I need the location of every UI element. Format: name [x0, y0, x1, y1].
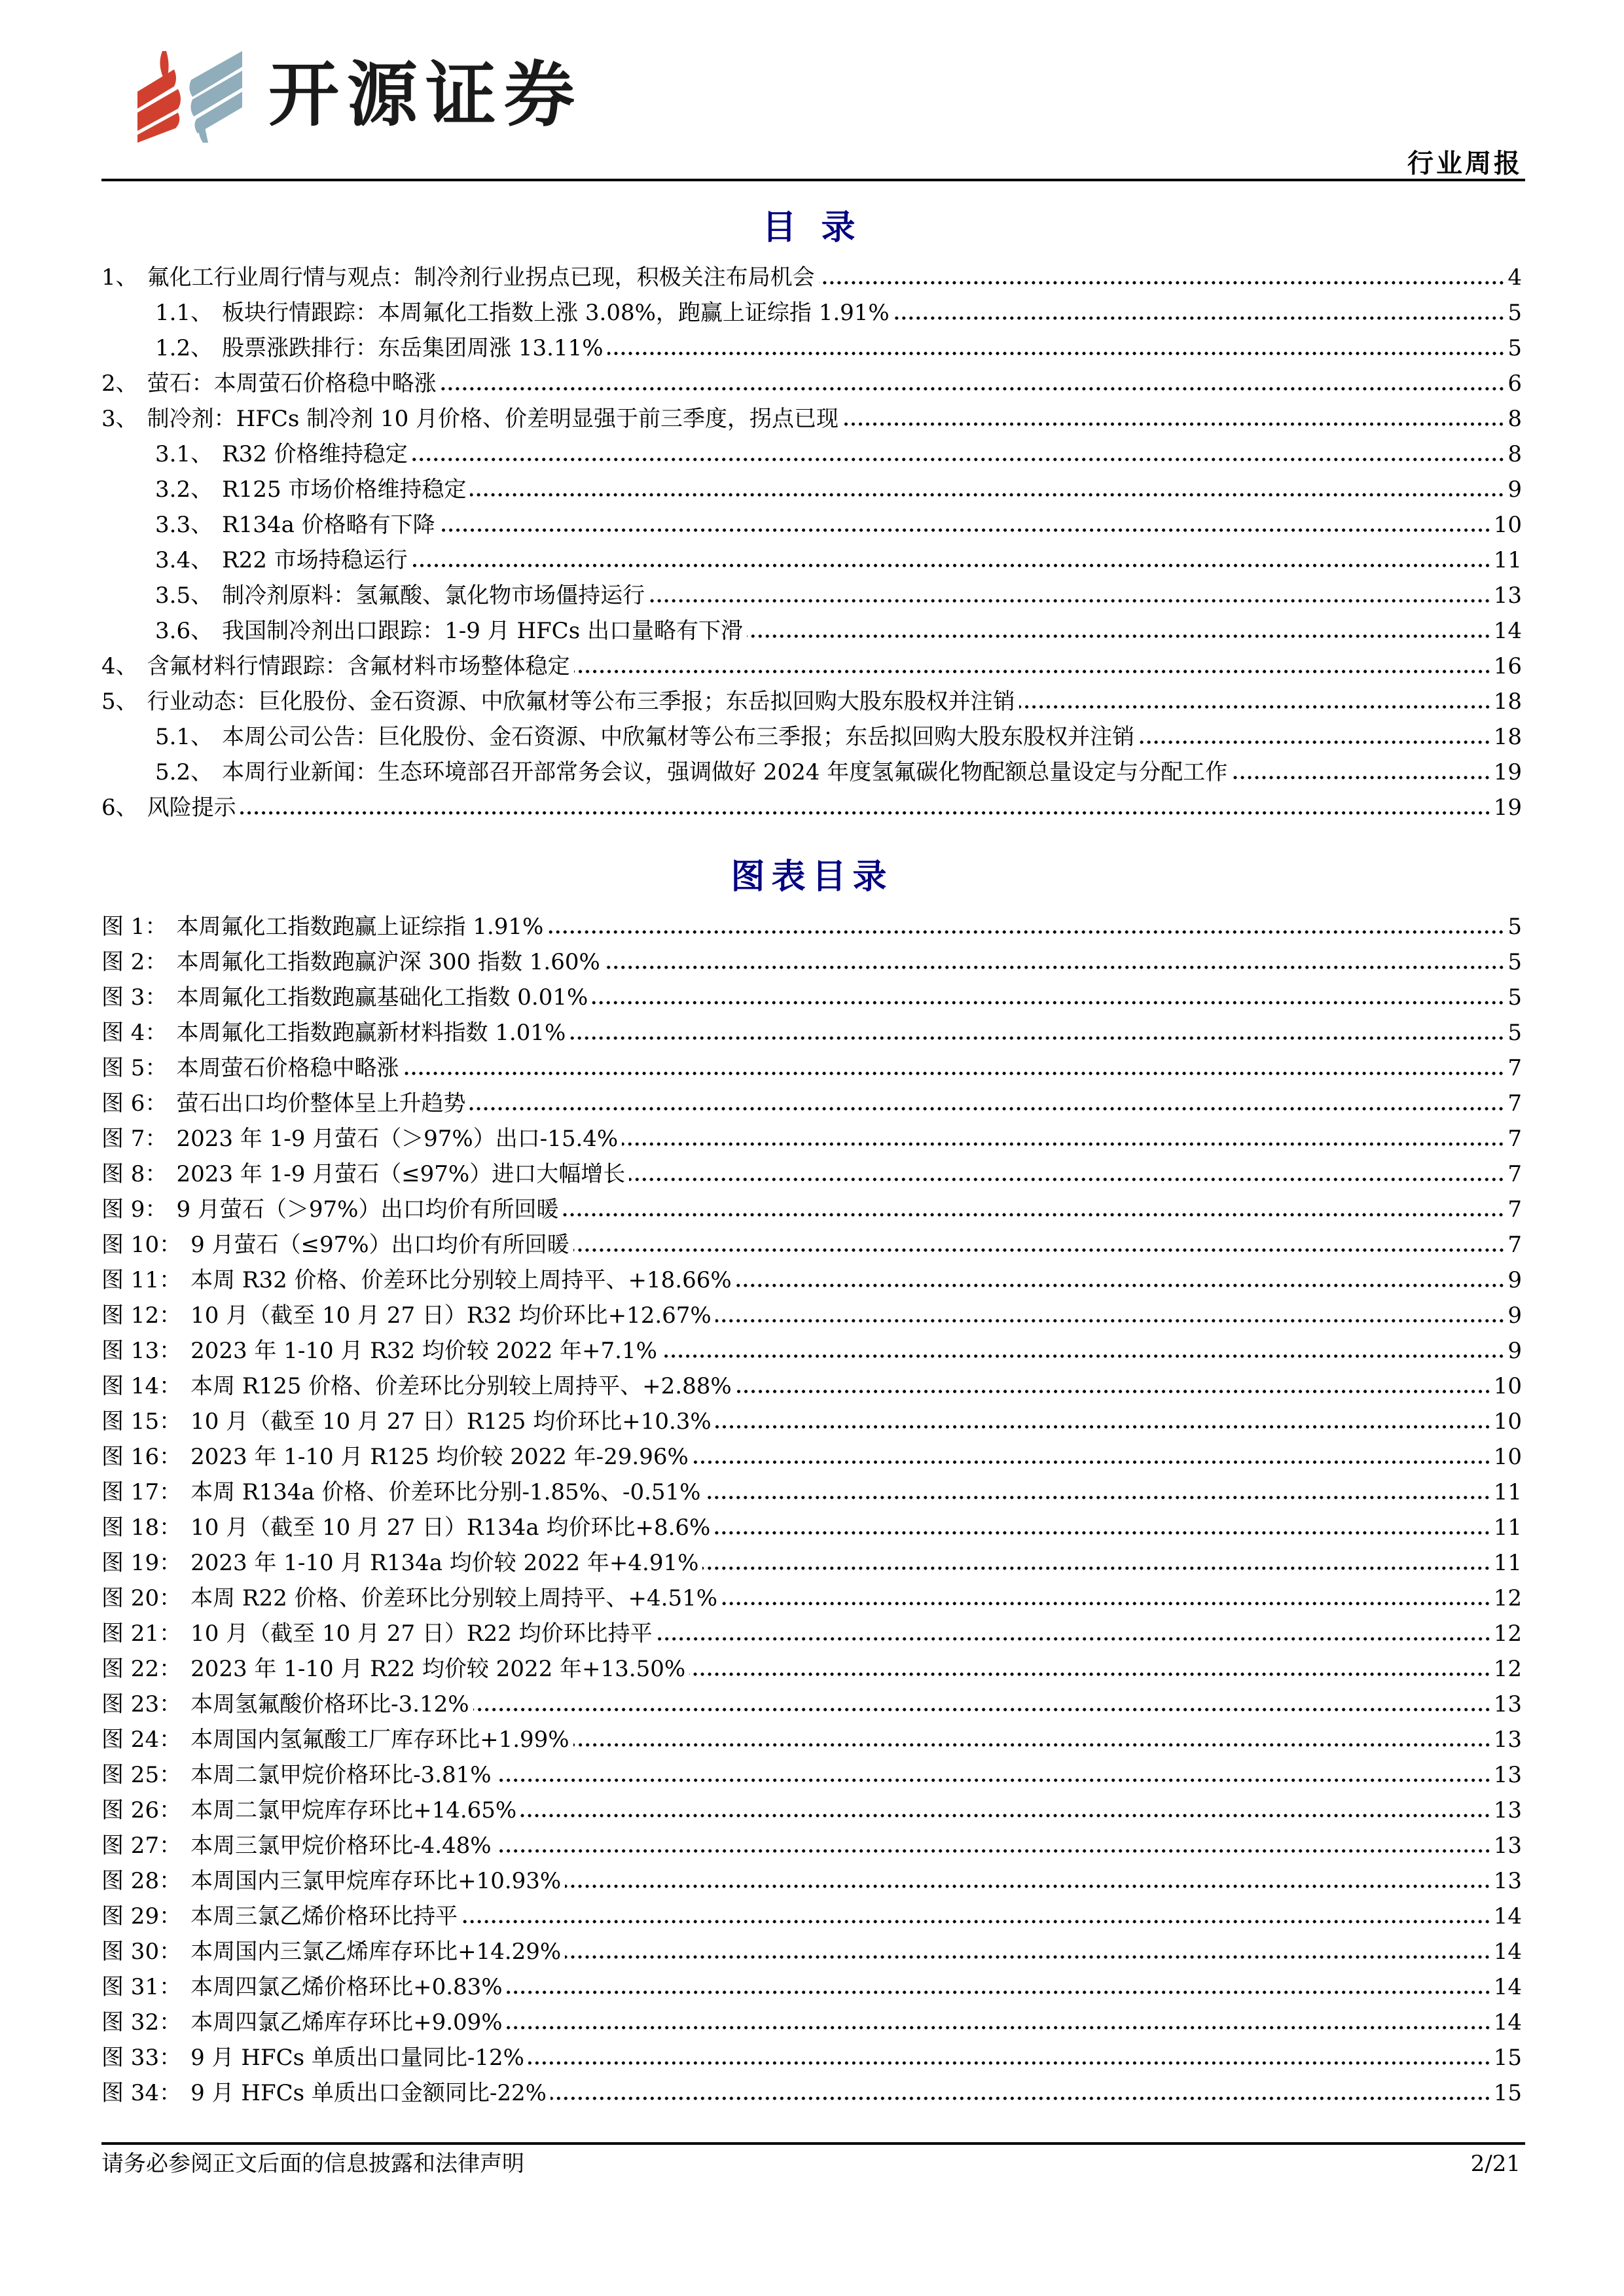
figure-entry[interactable]: [101, 1825, 1522, 1860]
figure-entry-page[interactable]: 13: [1493, 1797, 1522, 1823]
toc-entry[interactable]: [101, 751, 1522, 787]
figure-entry-title[interactable]: 本周萤石价格稳中略涨: [176, 1055, 399, 1081]
figure-entry[interactable]: [101, 1295, 1522, 1330]
dot-leader: [1019, 704, 1491, 710]
figure-entry-title[interactable]: 本周四氯乙烯库存环比+9.09%: [190, 2009, 503, 2036]
figure-entry-title[interactable]: 本周三氯乙烯价格环比持平: [190, 1903, 458, 1929]
toc-entry-title[interactable]: 我国制冷剂出口跟踪：1-9 月 HFCs 出口量略有下滑: [222, 618, 743, 644]
dot-leader: [721, 1600, 1491, 1607]
toc-entry-title[interactable]: 制冷剂原料：氢氟酸、氯化物市场僵持运行: [222, 583, 645, 609]
figure-entry-number: 图 32：: [101, 2009, 182, 2036]
figure-entry[interactable]: [101, 1259, 1522, 1295]
dot-leader: [573, 1247, 1505, 1253]
figure-entry-title[interactable]: 本周氟化工指数跑赢上证综指 1.91%: [176, 914, 544, 940]
figure-entry-number: 图 2：: [101, 949, 168, 975]
figure-entry-title[interactable]: 本周氟化工指数跑赢新材料指数 1.01%: [176, 1020, 566, 1046]
logo-blue-stripes: [189, 51, 242, 143]
toc-entry-page[interactable]: 5: [1507, 335, 1522, 361]
dot-leader: [604, 964, 1505, 971]
figure-entry-page[interactable]: 11: [1493, 1515, 1522, 1541]
figure-entry-title[interactable]: 萤石出口均价整体呈上升趋势: [176, 1090, 466, 1117]
figure-entry-title[interactable]: 本周 R22 价格、价差环比分别较上周持平、+4.51%: [190, 1585, 718, 1611]
dot-leader: [461, 1918, 1491, 1925]
figure-entry[interactable]: [101, 1436, 1522, 1471]
dot-leader: [403, 1070, 1505, 1077]
figure-entry-number: 图 10：: [101, 1232, 182, 1258]
figure-entry-page[interactable]: 7: [1507, 1055, 1522, 1081]
toc-entry-number: 5、: [101, 689, 138, 715]
toc-entry-title[interactable]: 股票涨跌排行：东岳集团周涨 13.11%: [222, 335, 604, 361]
figure-entry[interactable]: [101, 1507, 1522, 1542]
figure-entry-number: 图 7：: [101, 1126, 168, 1152]
dot-leader: [657, 1636, 1491, 1642]
dot-leader: [607, 350, 1505, 357]
toc-entry-page[interactable]: 9: [1507, 476, 1522, 503]
figure-entry-title[interactable]: 9 月萤石（≤97%）出口均价有所回暖: [190, 1232, 569, 1258]
figure-entry[interactable]: [101, 1047, 1522, 1083]
figure-entry-number: 图 9：: [101, 1196, 168, 1223]
figure-entry-page[interactable]: 5: [1507, 914, 1522, 940]
figure-entry-page[interactable]: 7: [1507, 1232, 1522, 1258]
figure-entry[interactable]: [101, 1860, 1522, 1895]
figure-entry-page[interactable]: 12: [1493, 1585, 1522, 1611]
figure-entry[interactable]: [101, 1648, 1522, 1683]
toc-entry-title[interactable]: 风险提示: [147, 795, 236, 821]
dot-leader: [819, 279, 1505, 286]
toc-entry-title[interactable]: 本周公司公告：巨化股份、金石资源、中欣氟材等公布三季报；东岳拟回购大股东股权并注销: [222, 724, 1135, 750]
figure-entry-title[interactable]: 10 月（截至 10 月 27 日）R32 均价环比+12.67%: [190, 1302, 712, 1329]
figure-entry-number: 图 16：: [101, 1444, 182, 1470]
dot-leader: [714, 1530, 1490, 1536]
figure-entry-number: 图 31：: [101, 1974, 182, 2000]
toc-entry[interactable]: [101, 610, 1522, 645]
figure-entry-page[interactable]: 14: [1493, 1939, 1522, 1965]
figure-entry-title[interactable]: 2023 年 1-10 月 R125 均价较 2022 年-29.96%: [190, 1444, 689, 1470]
figure-entry-number: 图 17：: [101, 1479, 182, 1505]
dot-leader: [565, 1883, 1491, 1890]
figure-entry[interactable]: [101, 1719, 1522, 1754]
figure-entry[interactable]: [101, 1083, 1522, 1118]
toc-entry[interactable]: [101, 575, 1522, 610]
dot-leader: [412, 456, 1505, 463]
figure-entry[interactable]: [101, 1966, 1522, 2001]
dot-leader: [736, 1388, 1491, 1395]
company-logo: [137, 51, 609, 143]
dot-leader: [412, 562, 1491, 569]
toc-entry-title[interactable]: 氟化工行业周行情与观点：制冷剂行业拐点已现，积极关注布局机会: [147, 264, 815, 291]
figure-entry-page[interactable]: 12: [1493, 1656, 1522, 1682]
toc-entry-number: 3、: [101, 406, 138, 432]
dot-leader: [550, 2095, 1491, 2102]
toc-entry[interactable]: [101, 716, 1522, 751]
figure-entry-title[interactable]: 本周氟化工指数跑赢沪深 300 指数 1.60%: [176, 949, 600, 975]
figure-entry[interactable]: [101, 1577, 1522, 1613]
dot-leader: [649, 598, 1491, 604]
figure-entry[interactable]: [101, 2072, 1522, 2108]
figure-entry-page[interactable]: 7: [1507, 1126, 1522, 1152]
toc-entry-number: 3.3、: [155, 512, 213, 538]
figure-entry-page[interactable]: 13: [1493, 1833, 1522, 1859]
figure-entry-page[interactable]: 7: [1507, 1196, 1522, 1223]
figure-entry-number: 图 23：: [101, 1691, 182, 1717]
dot-leader: [702, 1565, 1490, 1571]
toc-entry-title[interactable]: 行业动态：巨化股份、金石资源、中欣氟材等公布三季报；东岳拟回购大股东股权并注销: [147, 689, 1015, 715]
toc-entry[interactable]: [101, 433, 1522, 469]
figure-entry-number: 图 21：: [101, 1621, 182, 1647]
figure-entry-number: 图 14：: [101, 1373, 182, 1399]
figure-entry[interactable]: [101, 1542, 1522, 1577]
toc-entry-number: 3.2、: [155, 476, 213, 503]
figure-entry-page[interactable]: 14: [1493, 2009, 1522, 2036]
figure-entry[interactable]: [101, 1613, 1522, 1648]
brand-name: 开源证券: [268, 54, 583, 136]
figure-entry-number: 图 6：: [101, 1090, 168, 1117]
toc-entry-number: 5.2、: [155, 759, 213, 785]
figure-entry-title[interactable]: 本周二氯甲烷库存环比+14.65%: [190, 1797, 517, 1823]
toc-entry-number: 3.4、: [155, 547, 213, 573]
dot-leader: [439, 527, 1491, 533]
toc-entry-number: 3.5、: [155, 583, 213, 609]
dot-leader: [574, 668, 1491, 675]
toc-entry-title[interactable]: R134a 价格略有下降: [222, 512, 435, 538]
figure-entry-title[interactable]: 2023 年 1-10 月 R134a 均价较 2022 年+4.91%: [190, 1550, 699, 1576]
toc-entry-page[interactable]: 16: [1493, 653, 1522, 679]
figure-entry-page[interactable]: 9: [1507, 1267, 1522, 1293]
figure-list: [101, 906, 1522, 2110]
dot-leader: [496, 1777, 1491, 1784]
dot-leader: [715, 1424, 1491, 1430]
toc-entry[interactable]: [101, 257, 1522, 292]
figure-entry-number: 图 3：: [101, 984, 168, 1011]
toc-entry[interactable]: [101, 787, 1522, 822]
figure-entry-title[interactable]: 9 月萤石（＞97%）出口均价有所回暖: [176, 1196, 559, 1223]
toc-entry-number: 3.1、: [155, 441, 213, 467]
figure-entry[interactable]: [101, 1153, 1522, 1189]
toc-entry[interactable]: [101, 539, 1522, 575]
figure-entry-page[interactable]: 15: [1493, 2080, 1522, 2106]
figure-entry-page[interactable]: 10: [1493, 1444, 1522, 1470]
logo-mark-icon: [137, 51, 242, 143]
dot-leader: [693, 1459, 1491, 1465]
figure-entry-title[interactable]: 本周国内氢氟酸工厂库存环比+1.99%: [190, 1727, 569, 1753]
figure-entry-number: 图 26：: [101, 1797, 182, 1823]
figure-entry[interactable]: [101, 906, 1522, 941]
header-divider: [101, 179, 1525, 181]
dot-leader: [661, 1353, 1505, 1359]
figure-entry-number: 图 18：: [101, 1515, 182, 1541]
toc-entry-title[interactable]: R22 市场持稳运行: [222, 547, 408, 573]
toc-entry-number: 2、: [101, 370, 138, 397]
figure-entry-page[interactable]: 10: [1493, 1373, 1522, 1399]
toc-entry-number: 3.6、: [155, 618, 213, 644]
figure-entry[interactable]: [101, 2001, 1522, 2037]
figure-entry-page[interactable]: 10: [1493, 1408, 1522, 1435]
dot-leader: [569, 1035, 1505, 1041]
figure-entry-number: 图 4：: [101, 1020, 168, 1046]
dot-leader: [689, 1671, 1491, 1677]
dot-leader: [470, 492, 1505, 498]
figure-entry[interactable]: [101, 1401, 1522, 1436]
figure-entry[interactable]: [101, 1330, 1522, 1365]
figure-entry-page[interactable]: 7: [1507, 1090, 1522, 1117]
toc-entry-page[interactable]: 4: [1507, 264, 1522, 291]
toc-entry-number: 5.1、: [155, 724, 213, 750]
toc-entry-page[interactable]: 6: [1507, 370, 1522, 397]
figure-entry-page[interactable]: 14: [1493, 1974, 1522, 2000]
figure-entry[interactable]: [101, 1365, 1522, 1401]
figure-entry-page[interactable]: 13: [1493, 1762, 1522, 1788]
figure-entry-page[interactable]: 13: [1493, 1691, 1522, 1717]
toc-entry[interactable]: [101, 504, 1522, 539]
figure-entry-title[interactable]: 本周 R32 价格、价差环比分别较上周持平、+18.66%: [190, 1267, 732, 1293]
dot-leader: [528, 2060, 1491, 2066]
dot-leader: [736, 1282, 1505, 1289]
toc-entry[interactable]: [101, 292, 1522, 327]
figure-entry-page[interactable]: 13: [1493, 1727, 1522, 1753]
toc-entry-page[interactable]: 5: [1507, 300, 1522, 326]
figure-entry-page[interactable]: 9: [1507, 1302, 1522, 1329]
figure-entry-number: 图 5：: [101, 1055, 168, 1081]
figure-entry-number: 图 12：: [101, 1302, 182, 1329]
toc-entry[interactable]: [101, 363, 1522, 398]
toc-heading: 目 录: [762, 207, 862, 247]
toc-entry-number: 1、: [101, 264, 138, 291]
figure-entry-number: 图 8：: [101, 1161, 168, 1187]
figure-entry-number: 图 24：: [101, 1727, 182, 1753]
figure-entry-title[interactable]: 10 月（截至 10 月 27 日）R134a 均价环比+8.6%: [190, 1515, 711, 1541]
figure-entry-title[interactable]: 2023 年 1-10 月 R32 均价较 2022 年+7.1%: [190, 1338, 657, 1364]
figure-entry-number: 图 27：: [101, 1833, 182, 1859]
toc-list: [101, 257, 1522, 826]
figure-entry-page[interactable]: 14: [1493, 1903, 1522, 1929]
figure-entry-title[interactable]: 本周二氯甲烷价格环比-3.81%: [190, 1762, 492, 1788]
disclaimer-note: 请务必参阅正文后面的信息披露和法律声明: [101, 2151, 524, 2177]
figure-entry-title[interactable]: 10 月（截至 10 月 27 日）R125 均价环比+10.3%: [190, 1408, 712, 1435]
toc-entry-page[interactable]: 8: [1507, 406, 1522, 432]
figure-entry-number: 图 15：: [101, 1408, 182, 1435]
toc-entry-title[interactable]: 本周行业新闻：生态环境部召开部常务会议，强调做好 2024 年度氢氟碳化物配额总量设定与分配工作: [222, 759, 1228, 785]
figure-entry[interactable]: [101, 1754, 1522, 1789]
figure-entry-title[interactable]: 2023 年 1-9 月萤石（≤97%）进口大幅增长: [176, 1161, 626, 1187]
dot-leader: [629, 1176, 1505, 1183]
dot-leader: [747, 633, 1491, 639]
figure-entry-title[interactable]: 本周三氯甲烷价格环比-4.48%: [190, 1833, 492, 1859]
figure-entry-title[interactable]: 本周氟化工指数跑赢基础化工指数 0.01%: [176, 984, 588, 1011]
figure-entry-number: 图 13：: [101, 1338, 182, 1364]
figure-entry-number: 图 19：: [101, 1550, 182, 1576]
dot-leader: [507, 1989, 1491, 1996]
dot-leader: [562, 1211, 1505, 1218]
figure-entry-number: 图 11：: [101, 1267, 182, 1293]
dot-leader: [240, 810, 1491, 816]
figure-entry-number: 图 20：: [101, 1585, 182, 1611]
figure-list-heading: 图表目录: [731, 857, 893, 897]
figure-entry-number: 图 34：: [101, 2080, 182, 2106]
toc-entry[interactable]: [101, 327, 1522, 363]
figure-entry-title[interactable]: 本周国内三氯乙烯库存环比+14.29%: [190, 1939, 562, 1965]
figure-entry[interactable]: [101, 1683, 1522, 1719]
dot-leader: [547, 929, 1505, 935]
figure-entry[interactable]: [101, 1931, 1522, 1966]
dot-leader: [573, 1742, 1491, 1748]
figure-entry-number: 图 28：: [101, 1868, 182, 1894]
figure-entry[interactable]: [101, 941, 1522, 977]
toc-entry-page[interactable]: 19: [1493, 759, 1522, 785]
figure-entry-title[interactable]: 本周 R134a 价格、价差环比分别-1.85%、-0.51%: [190, 1479, 701, 1505]
figure-entry-page[interactable]: 5: [1507, 949, 1522, 975]
toc-entry[interactable]: [101, 681, 1522, 716]
toc-entry-page[interactable]: 18: [1493, 689, 1522, 715]
dot-leader: [592, 999, 1505, 1006]
figure-entry[interactable]: [101, 1189, 1522, 1224]
figure-entry-title[interactable]: 2023 年 1-9 月萤石（＞97%）出口-15.4%: [176, 1126, 619, 1152]
toc-entry-title[interactable]: 含氟材料行情跟踪：含氟材料市场整体稳定: [147, 653, 570, 679]
document-type-label: 行业周报: [1407, 148, 1523, 179]
toc-entry[interactable]: [101, 469, 1522, 504]
figure-entry-title[interactable]: 2023 年 1-10 月 R22 均价较 2022 年+13.50%: [190, 1656, 686, 1682]
figure-entry-number: 图 33：: [101, 2045, 182, 2071]
toc-entry-page[interactable]: 10: [1493, 512, 1522, 538]
figure-entry-number: 图 1：: [101, 914, 168, 940]
figure-entry-number: 图 29：: [101, 1903, 182, 1929]
toc-entry-title[interactable]: 制冷剂：HFCs 制冷剂 10 月价格、价差明显强于前三季度，拐点已现: [147, 406, 839, 432]
dot-leader: [893, 315, 1505, 321]
toc-entry-title[interactable]: R32 价格维持稳定: [222, 441, 408, 467]
dot-leader: [520, 1812, 1491, 1819]
toc-entry-number: 1.1、: [155, 300, 213, 326]
figure-entry-number: 图 25：: [101, 1762, 182, 1788]
toc-entry[interactable]: [101, 398, 1522, 433]
figure-entry-page[interactable]: 11: [1493, 1479, 1522, 1505]
toc-entry[interactable]: [101, 645, 1522, 681]
toc-entry-page[interactable]: 19: [1493, 795, 1522, 821]
dot-leader: [473, 1706, 1491, 1713]
dot-leader: [496, 1848, 1491, 1854]
figure-entry[interactable]: [101, 1895, 1522, 1931]
toc-entry-page[interactable]: 18: [1493, 724, 1522, 750]
logo-red-stripes: [137, 51, 181, 143]
figure-entry[interactable]: [101, 2037, 1522, 2072]
toc-entry-number: 4、: [101, 653, 138, 679]
figure-entry-title[interactable]: 本周 R125 价格、价差环比分别较上周持平、+2.88%: [190, 1373, 732, 1399]
page-indicator: 2/21: [1470, 2151, 1521, 2177]
toc-entry-page[interactable]: 8: [1507, 441, 1522, 467]
toc-entry-page[interactable]: 11: [1493, 547, 1522, 573]
toc-entry-number: 1.2、: [155, 335, 213, 361]
dot-leader: [507, 2024, 1491, 2031]
dot-leader: [1138, 739, 1491, 745]
toc-entry-title[interactable]: 萤石：本周萤石价格稳中略涨: [147, 370, 437, 397]
figure-entry-title[interactable]: 10 月（截至 10 月 27 日）R22 均价环比持平: [190, 1621, 653, 1647]
figure-entry-title[interactable]: 本周四氯乙烯价格环比+0.83%: [190, 1974, 503, 2000]
figure-entry-page[interactable]: 12: [1493, 1621, 1522, 1647]
figure-entry[interactable]: [101, 1012, 1522, 1047]
dot-leader: [469, 1105, 1505, 1112]
dot-leader: [1231, 774, 1491, 781]
figure-entry[interactable]: [101, 1471, 1522, 1507]
footer-divider: [101, 2142, 1525, 2145]
dot-leader: [715, 1318, 1505, 1324]
figure-entry[interactable]: [101, 1789, 1522, 1825]
dot-leader: [622, 1141, 1505, 1147]
figure-entry[interactable]: [101, 1118, 1522, 1153]
dot-leader: [441, 386, 1505, 392]
figure-entry-page[interactable]: 11: [1493, 1550, 1522, 1576]
figure-entry-number: 图 22：: [101, 1656, 182, 1682]
figure-entry-page[interactable]: 5: [1507, 984, 1522, 1011]
figure-entry-title[interactable]: 本周国内三氯甲烷库存环比+10.93%: [190, 1868, 562, 1894]
figure-entry-title[interactable]: 9 月 HFCs 单质出口量同比-12%: [190, 2045, 524, 2071]
toc-entry-title[interactable]: 板块行情跟踪：本周氟化工指数上涨 3.08%，跑赢上证综指 1.91%: [222, 300, 890, 326]
figure-entry[interactable]: [101, 977, 1522, 1012]
figure-entry-page[interactable]: 9: [1507, 1338, 1522, 1364]
dot-leader: [704, 1494, 1490, 1501]
figure-entry-page[interactable]: 7: [1507, 1161, 1522, 1187]
figure-entry-number: 图 30：: [101, 1939, 182, 1965]
toc-entry-page[interactable]: 13: [1493, 583, 1522, 609]
dot-leader: [842, 421, 1505, 427]
figure-entry-page[interactable]: 5: [1507, 1020, 1522, 1046]
figure-entry-page[interactable]: 15: [1493, 2045, 1522, 2071]
toc-entry-title[interactable]: R125 市场价格维持稳定: [222, 476, 467, 503]
figure-entry-title[interactable]: 本周氢氟酸价格环比-3.12%: [190, 1691, 469, 1717]
toc-entry-number: 6、: [101, 795, 138, 821]
figure-entry[interactable]: [101, 1224, 1522, 1259]
figure-entry-title[interactable]: 9 月 HFCs 单质出口金额同比-22%: [190, 2080, 547, 2106]
dot-leader: [565, 1954, 1491, 1960]
toc-entry-page[interactable]: 14: [1493, 618, 1522, 644]
figure-entry-page[interactable]: 13: [1493, 1868, 1522, 1894]
